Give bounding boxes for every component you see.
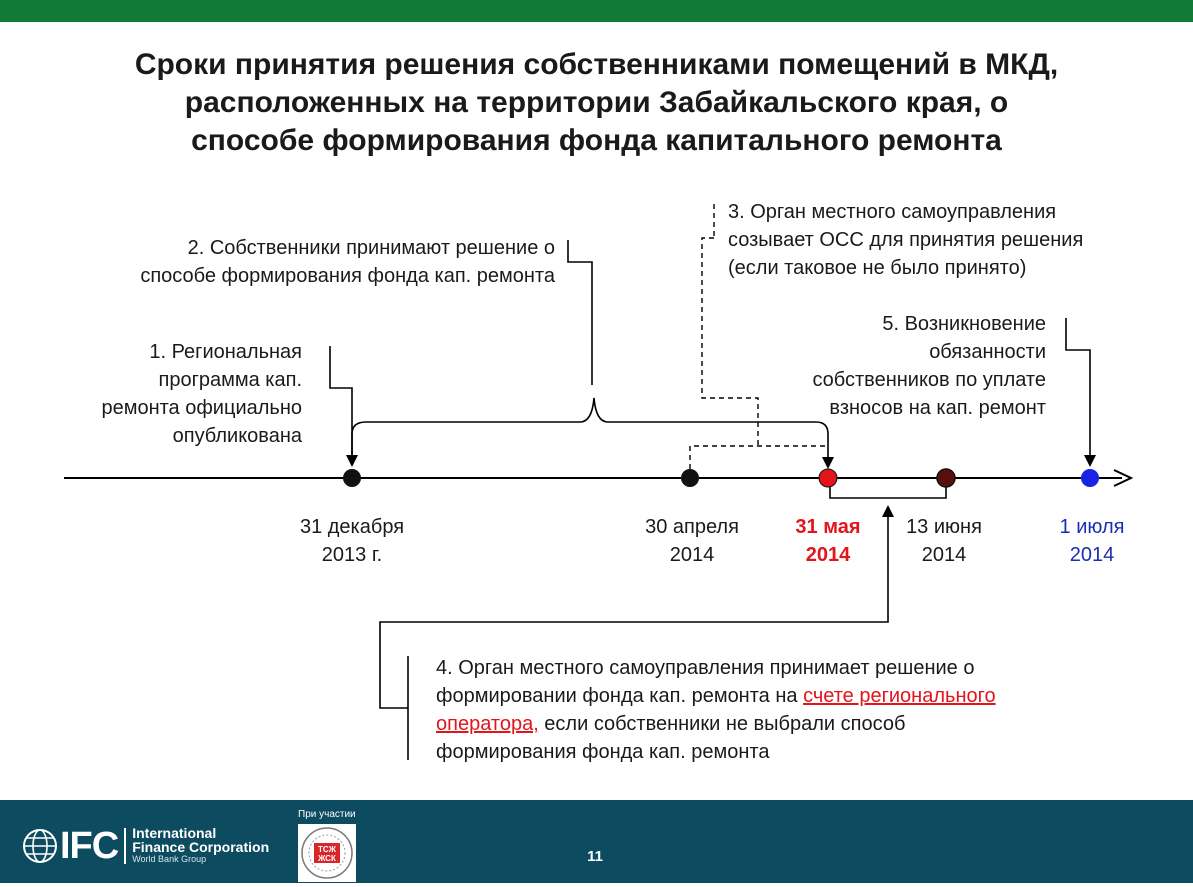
ifc-letters: IFC xyxy=(60,824,119,867)
marker-apr-30 xyxy=(681,469,699,487)
regional-operator-link: счете регионального xyxy=(803,685,996,707)
title-line: способе формирования фонда капитального ремонта xyxy=(191,124,1002,157)
date-year: 2014 xyxy=(921,544,967,566)
step5-line: 5. Возникновение xyxy=(882,313,1046,335)
step3-label xyxy=(728,198,1168,282)
step4-text: формировании фонда кап. ремонта на xyxy=(436,685,804,707)
marker-may-31 xyxy=(819,469,837,487)
step2-connector xyxy=(568,240,592,385)
date-line: 1 июля xyxy=(1059,516,1125,538)
step5-connector xyxy=(1066,318,1090,460)
step1-line: 1. Региональная xyxy=(149,341,302,363)
partner-logo xyxy=(298,824,356,882)
marker-jun-13 xyxy=(937,469,955,487)
step4-label xyxy=(436,654,1136,766)
step4-text: если собственники не выбрали способ xyxy=(538,713,906,735)
marker-jul-1 xyxy=(1081,469,1099,487)
step2-line: способе формирования фонда кап. ремонта xyxy=(140,265,555,287)
date-label-may-31 xyxy=(768,513,888,569)
date-line: 31 декабря xyxy=(299,516,405,538)
step5-arrowhead xyxy=(1084,455,1096,467)
org-name-line: International xyxy=(132,825,217,841)
step3-line: 3. Орган местного самоуправления xyxy=(728,201,1057,223)
step1-line: программа кап. xyxy=(158,369,302,391)
step4-line: формирования фонда кап. ремонта xyxy=(436,741,770,763)
page-number: 11 xyxy=(587,848,603,865)
step1-line: опубликована xyxy=(172,425,302,447)
step2-line: 2. Собственники принимают решение о xyxy=(187,237,555,259)
step4-line: 4. Орган местного самоуправления принимает решение о xyxy=(436,657,975,679)
step3-line: созывает ОСС для принятия решения xyxy=(728,229,1084,251)
logo-text-bottom: ЖСК xyxy=(318,854,336,863)
step5-line: взносов на кап. ремонт xyxy=(829,397,1046,419)
step2-label xyxy=(20,234,555,290)
ifc-divider xyxy=(124,828,126,864)
title-line: расположенных на территории Забайкальского края, о xyxy=(184,86,1009,119)
org-group: World Bank Group xyxy=(132,854,207,864)
date-label-dec-31 xyxy=(272,513,432,569)
step3-line: (если таковое не было принято) xyxy=(728,257,1027,279)
marker-dec-31 xyxy=(343,469,361,487)
step5-line: обязанности xyxy=(929,341,1046,363)
step3-lower-bracket xyxy=(690,446,828,478)
logo-text-top: ТСЖ xyxy=(318,845,336,854)
step5-line: собственников по уплате xyxy=(812,369,1046,391)
step1-line: ремонта официально xyxy=(101,397,302,419)
step1-connector xyxy=(330,346,352,460)
date-year: 2014 xyxy=(669,544,715,566)
step5-label xyxy=(740,310,1046,422)
step4-line xyxy=(436,682,1136,710)
date-label-apr-30 xyxy=(612,513,772,569)
ifc-org-name xyxy=(132,826,269,865)
date-line: 30 апреля xyxy=(645,516,739,538)
date-year: 2013 г. xyxy=(321,544,383,566)
date-label-jul-1 xyxy=(1034,513,1150,569)
step4-underbracket xyxy=(830,484,946,498)
globe-icon xyxy=(22,828,58,864)
ifc-logo xyxy=(22,826,269,865)
date-line: 31 мая xyxy=(795,516,861,538)
partner-label: При участии xyxy=(298,809,356,820)
step1-label xyxy=(20,338,302,450)
date-label-jun-13 xyxy=(884,513,1004,569)
regional-operator-link-cont: оператора, xyxy=(436,713,539,735)
date-line: 13 июня xyxy=(906,516,982,538)
association-emblem-icon xyxy=(298,824,356,882)
date-year: 2014 xyxy=(805,544,851,566)
step2-arrowhead xyxy=(822,457,834,469)
org-name-line: Finance Corporation xyxy=(132,839,270,855)
date-year: 2014 xyxy=(1069,544,1115,566)
title-line: Сроки принятия решения собственниками помещений в МКД, xyxy=(134,48,1059,81)
step4-line xyxy=(436,710,1136,738)
